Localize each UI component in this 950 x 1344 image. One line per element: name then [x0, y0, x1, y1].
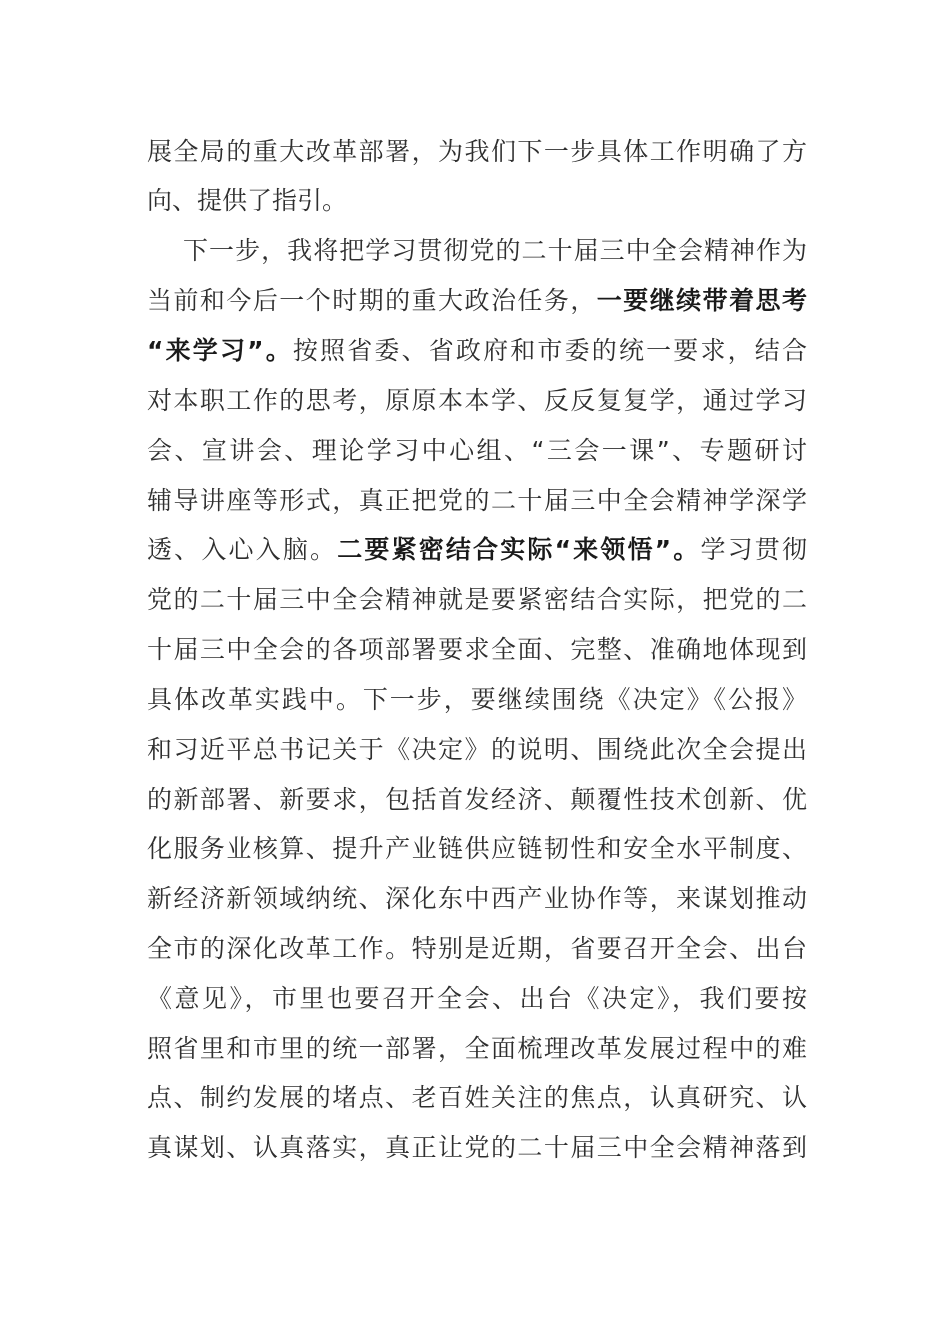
text-span: 按照省委、省政府和市委的统一要求，结合	[292, 336, 807, 365]
text-line-21	[147, 1130, 807, 1166]
text-line-19	[147, 1031, 807, 1067]
text-line-20	[147, 1080, 807, 1116]
text-line-2	[147, 183, 807, 219]
bold-heading-1: 一要继续带着思考	[596, 286, 807, 315]
text-line-10	[147, 582, 807, 618]
text-line-13	[147, 732, 807, 768]
text-line-8	[147, 483, 807, 519]
text-line-11	[147, 632, 807, 668]
text-span: 真谋划、认真落实，真正让党的二十届三中全会精神落到	[147, 1133, 807, 1162]
text-span: 十届三中全会的各项部署要求全面、完整、准确地体现到	[147, 635, 807, 664]
text-span: 向、提供了指引。	[147, 186, 348, 215]
text-span: 化服务业核算、提升产业链供应链韧性和安全水平制度、	[147, 834, 807, 863]
text-span: 会、宣讲会、理论学习中心组、“三会一课”、专题研讨	[147, 436, 807, 465]
text-line-7	[147, 433, 807, 469]
text-line-5	[147, 333, 807, 369]
bold-heading-2: 二要紧密结合实际“来领悟”。	[337, 535, 701, 564]
text-span: 全市的深化改革工作。特别是近期，省要召开全会、出台	[147, 934, 807, 963]
text-span: 《意见》，市里也要召开全会、出台《决定》，我们要按	[147, 984, 807, 1013]
text-span: 下一步，我将把学习贯彻党的二十届三中全会精神作为	[183, 236, 807, 265]
text-span: 点、制约发展的堵点、老百姓关注的焦点，认真研究、认	[147, 1083, 807, 1112]
text-span: 对本职工作的思考，原原本本学、反反复复学，通过学习	[147, 386, 807, 415]
text-span: 和习近平总书记关于《决定》的说明、围绕此次全会提出	[147, 735, 807, 764]
text-span: 学习贯彻	[700, 535, 807, 564]
text-span: 透、入心入脑。	[147, 535, 338, 564]
text-line-17	[147, 931, 807, 967]
text-line-14	[147, 782, 807, 818]
text-span: 具体改革实践中。下一步，要继续围绕《决定》《公报》	[147, 685, 807, 714]
text-span: 党的二十届三中全会精神就是要紧密结合实际，把党的二	[147, 585, 807, 614]
text-span: 当前和今后一个时期的重大政治任务，	[147, 286, 597, 315]
text-line-1	[147, 134, 807, 170]
text-span: 照省里和市里的统一部署，全面梳理改革发展过程中的难	[147, 1034, 807, 1063]
text-line-4	[147, 283, 807, 319]
text-span: 辅导讲座等形式，真正把党的二十届三中全会精神学深学	[147, 486, 807, 515]
text-span: 的新部署、新要求，包括首发经济、颠覆性技术创新、优	[147, 785, 807, 814]
text-span: 新经济新领域纳统、深化东中西产业协作等，来谋划推动	[147, 884, 807, 913]
text-line-12	[147, 682, 807, 718]
text-line-16	[147, 881, 807, 917]
bold-heading-1-cont: “来学习”。	[147, 336, 293, 365]
text-line-3	[183, 233, 807, 269]
text-line-6	[147, 383, 807, 419]
text-line-9	[147, 532, 807, 568]
text-span: 展全局的重大改革部署，为我们下一步具体工作明确了方	[147, 137, 807, 166]
text-line-15	[147, 831, 807, 867]
text-line-18	[147, 981, 807, 1017]
